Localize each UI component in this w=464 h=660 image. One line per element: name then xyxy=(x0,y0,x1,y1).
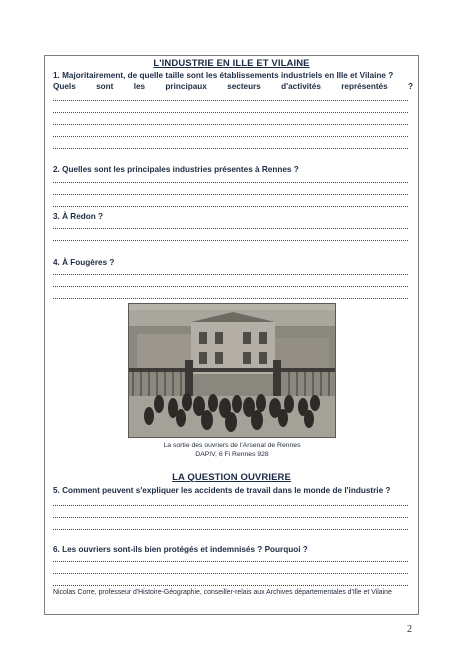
question-6: 6. Les ouvriers sont-ils bien protégés et indemnisés ? Pourquoi ? xyxy=(53,545,308,554)
answer-line[interactable] xyxy=(53,529,408,530)
answer-line[interactable] xyxy=(53,206,408,207)
answer-line[interactable] xyxy=(53,298,408,299)
question-1: 1. Majoritairement, de quelle taille sont les établissements industriels en Ille et Vilaine ? xyxy=(53,71,394,80)
answer-line[interactable] xyxy=(53,182,408,183)
answer-line[interactable] xyxy=(53,561,408,562)
answer-line[interactable] xyxy=(53,505,408,506)
photo-source: DAPIV, 6 Fi Rennes 928 xyxy=(195,451,269,458)
page-number: 2 xyxy=(407,624,412,635)
page-title: L'INDUSTRIE EN ILLE ET VILAINE xyxy=(153,58,310,69)
question-3: 3. À Redon ? xyxy=(53,212,104,221)
answer-line[interactable] xyxy=(53,124,408,125)
arsenal-photo xyxy=(128,303,336,438)
answer-line[interactable] xyxy=(53,148,408,149)
answer-line[interactable] xyxy=(53,136,408,137)
photo-caption: La sortie des ouvriers de l'Arsenal de Rennes xyxy=(163,442,301,449)
question-1-part-b: Quels sont les principaux secteurs d'activités représentés ? xyxy=(53,82,413,91)
question-4: 4. À Fougères ? xyxy=(53,258,115,267)
answer-line[interactable] xyxy=(53,100,408,101)
answer-line[interactable] xyxy=(53,585,408,586)
answer-line[interactable] xyxy=(53,228,408,229)
question-2: 2. Quelles sont les principales industries présentes à Rennes ? xyxy=(53,165,299,174)
author-footer: Nicolas Corre, professeur d'Histoire-Géographie, conseiller-relais aux Archives départementales d'Ille et Vilaine xyxy=(53,589,392,596)
section-title: LA QUESTION OUVRIERE xyxy=(172,472,291,483)
answer-line[interactable] xyxy=(53,573,408,574)
answer-line[interactable] xyxy=(53,194,408,195)
answer-line[interactable] xyxy=(53,517,408,518)
question-5: 5. Comment peuvent s'expliquer les accidents de travail dans le monde de l'industrie ? xyxy=(53,486,391,495)
answer-line[interactable] xyxy=(53,112,408,113)
answer-line[interactable] xyxy=(53,240,408,241)
answer-line[interactable] xyxy=(53,274,408,275)
answer-line[interactable] xyxy=(53,286,408,287)
